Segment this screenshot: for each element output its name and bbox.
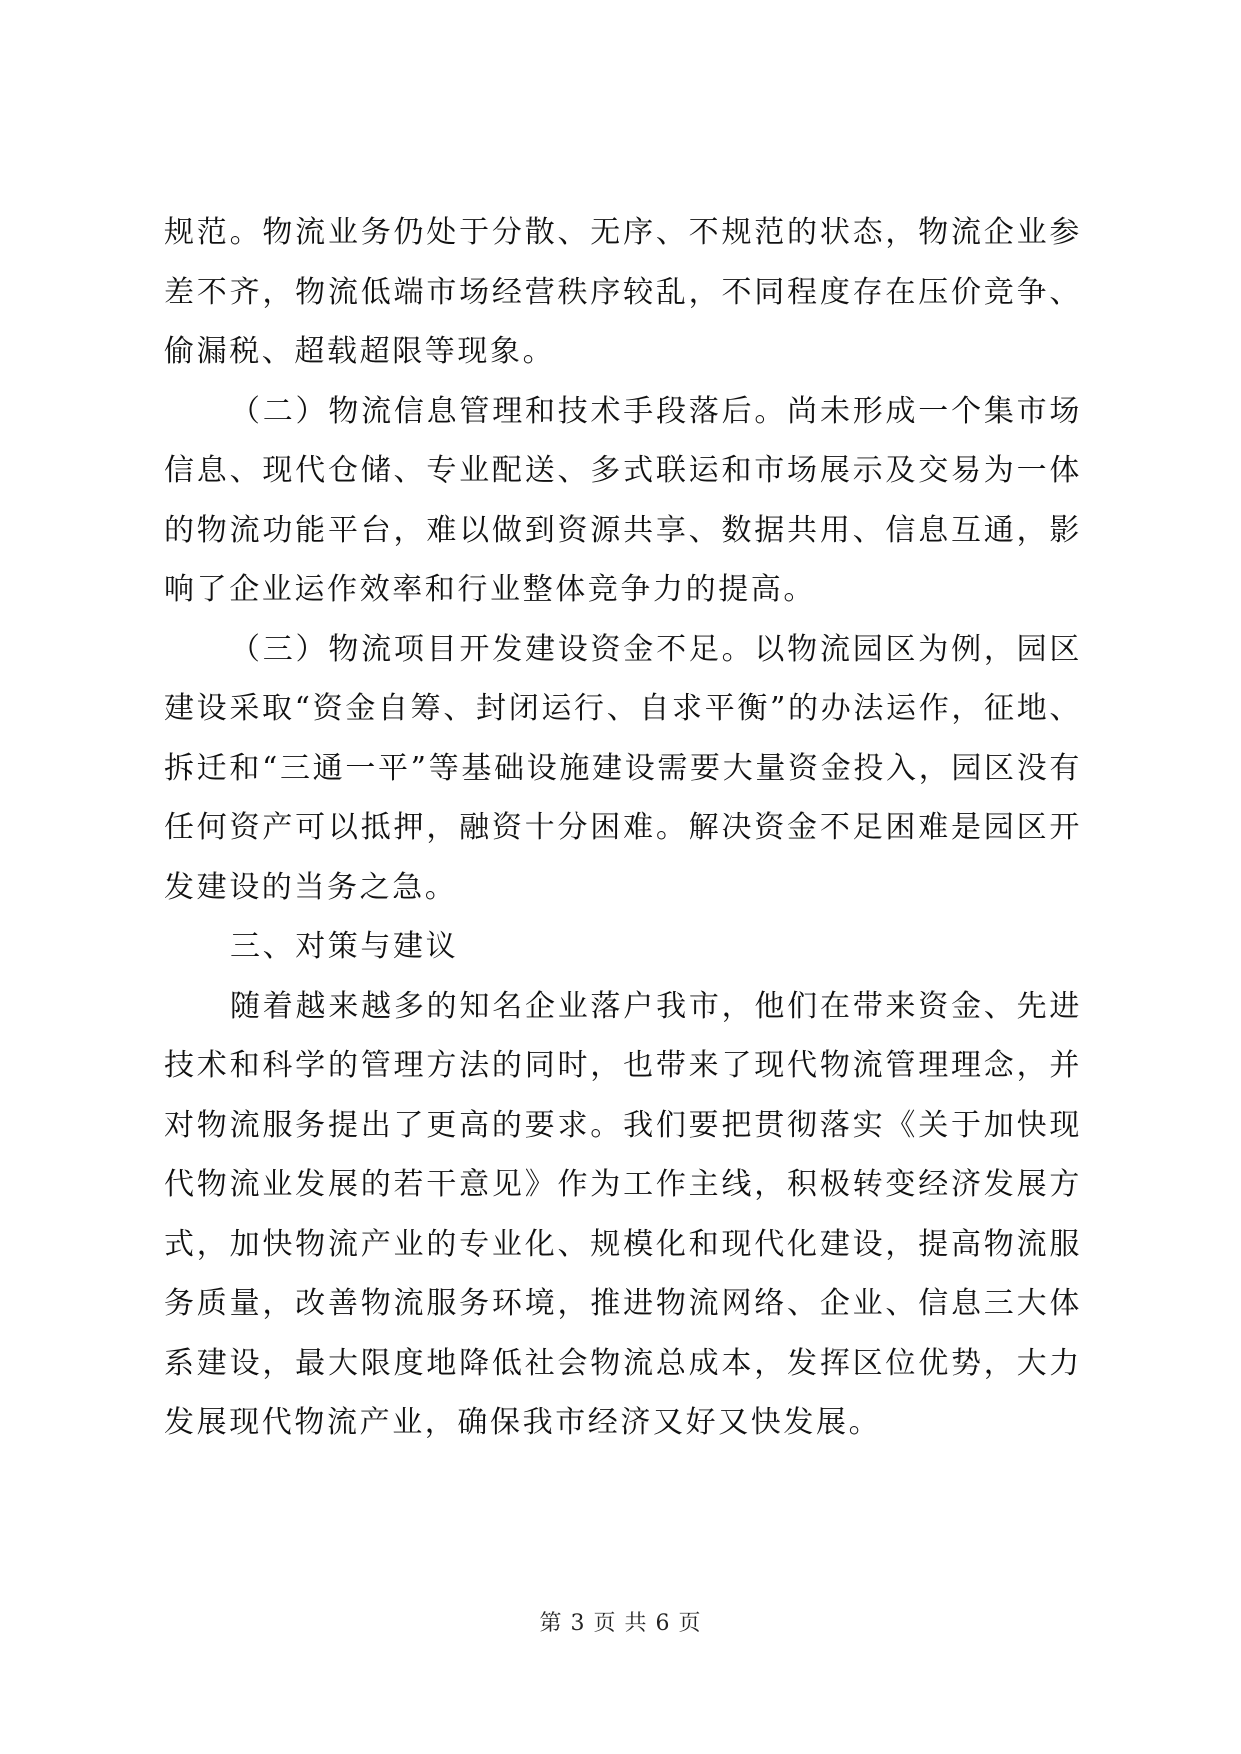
document-body xyxy=(164,203,1082,1453)
paragraph-section-2: （二）物流信息管理和技术手段落后。尚未形成一个集市场信息、现代仓储、专业配送、多式联运和市场展示及交易为一体的物流功能平台，难以做到资源共享、数据共用、信息互通，影响了企业运作效率和行业整体竞争力的提高。 xyxy=(164,393,1082,607)
paragraph-continuation: 规范。物流业务仍处于分散、无序、不规范的状态，物流企业参差不齐，物流低端市场经营秩序较乱，不同程度存在压价竞争、偷漏税、超载超限等现象。 xyxy=(164,215,1082,369)
section-heading-countermeasures: 三、对策与建议 xyxy=(230,929,459,964)
page-number-footer: 第 3 页 共 6 页 xyxy=(539,1611,702,1636)
paragraph-countermeasures: 随着越来越多的知名企业落户我市，他们在带来资金、先进技术和科学的管理方法的同时，也带来了现代物流管理理念，并对物流服务提出了更高的要求。我们要把贯彻落实《关于加快现代物流业发展的若干意见》作为工作主线，积极转变经济发展方式，加快物流产业的专业化、规模化和现代化建设，提高物流服务质量，改善物流服务环境，推进物流网络、企业、信息三大体系建设，最大限度地降低社会物流总成本，发挥区位优势，大力发展现代物流产业，确保我市经济又好又快发展。 xyxy=(164,988,1082,1440)
paragraph-section-3: （三）物流项目开发建设资金不足。以物流园区为例，园区建设采取“资金自筹、封闭运行、自求平衡”的办法运作，征地、拆迁和“三通一平”等基础设施建设需要大量资金投入，园区没有任何资产可以抵押，融资十分困难。解决资金不足困难是园区开发建设的当务之急。 xyxy=(164,631,1082,905)
